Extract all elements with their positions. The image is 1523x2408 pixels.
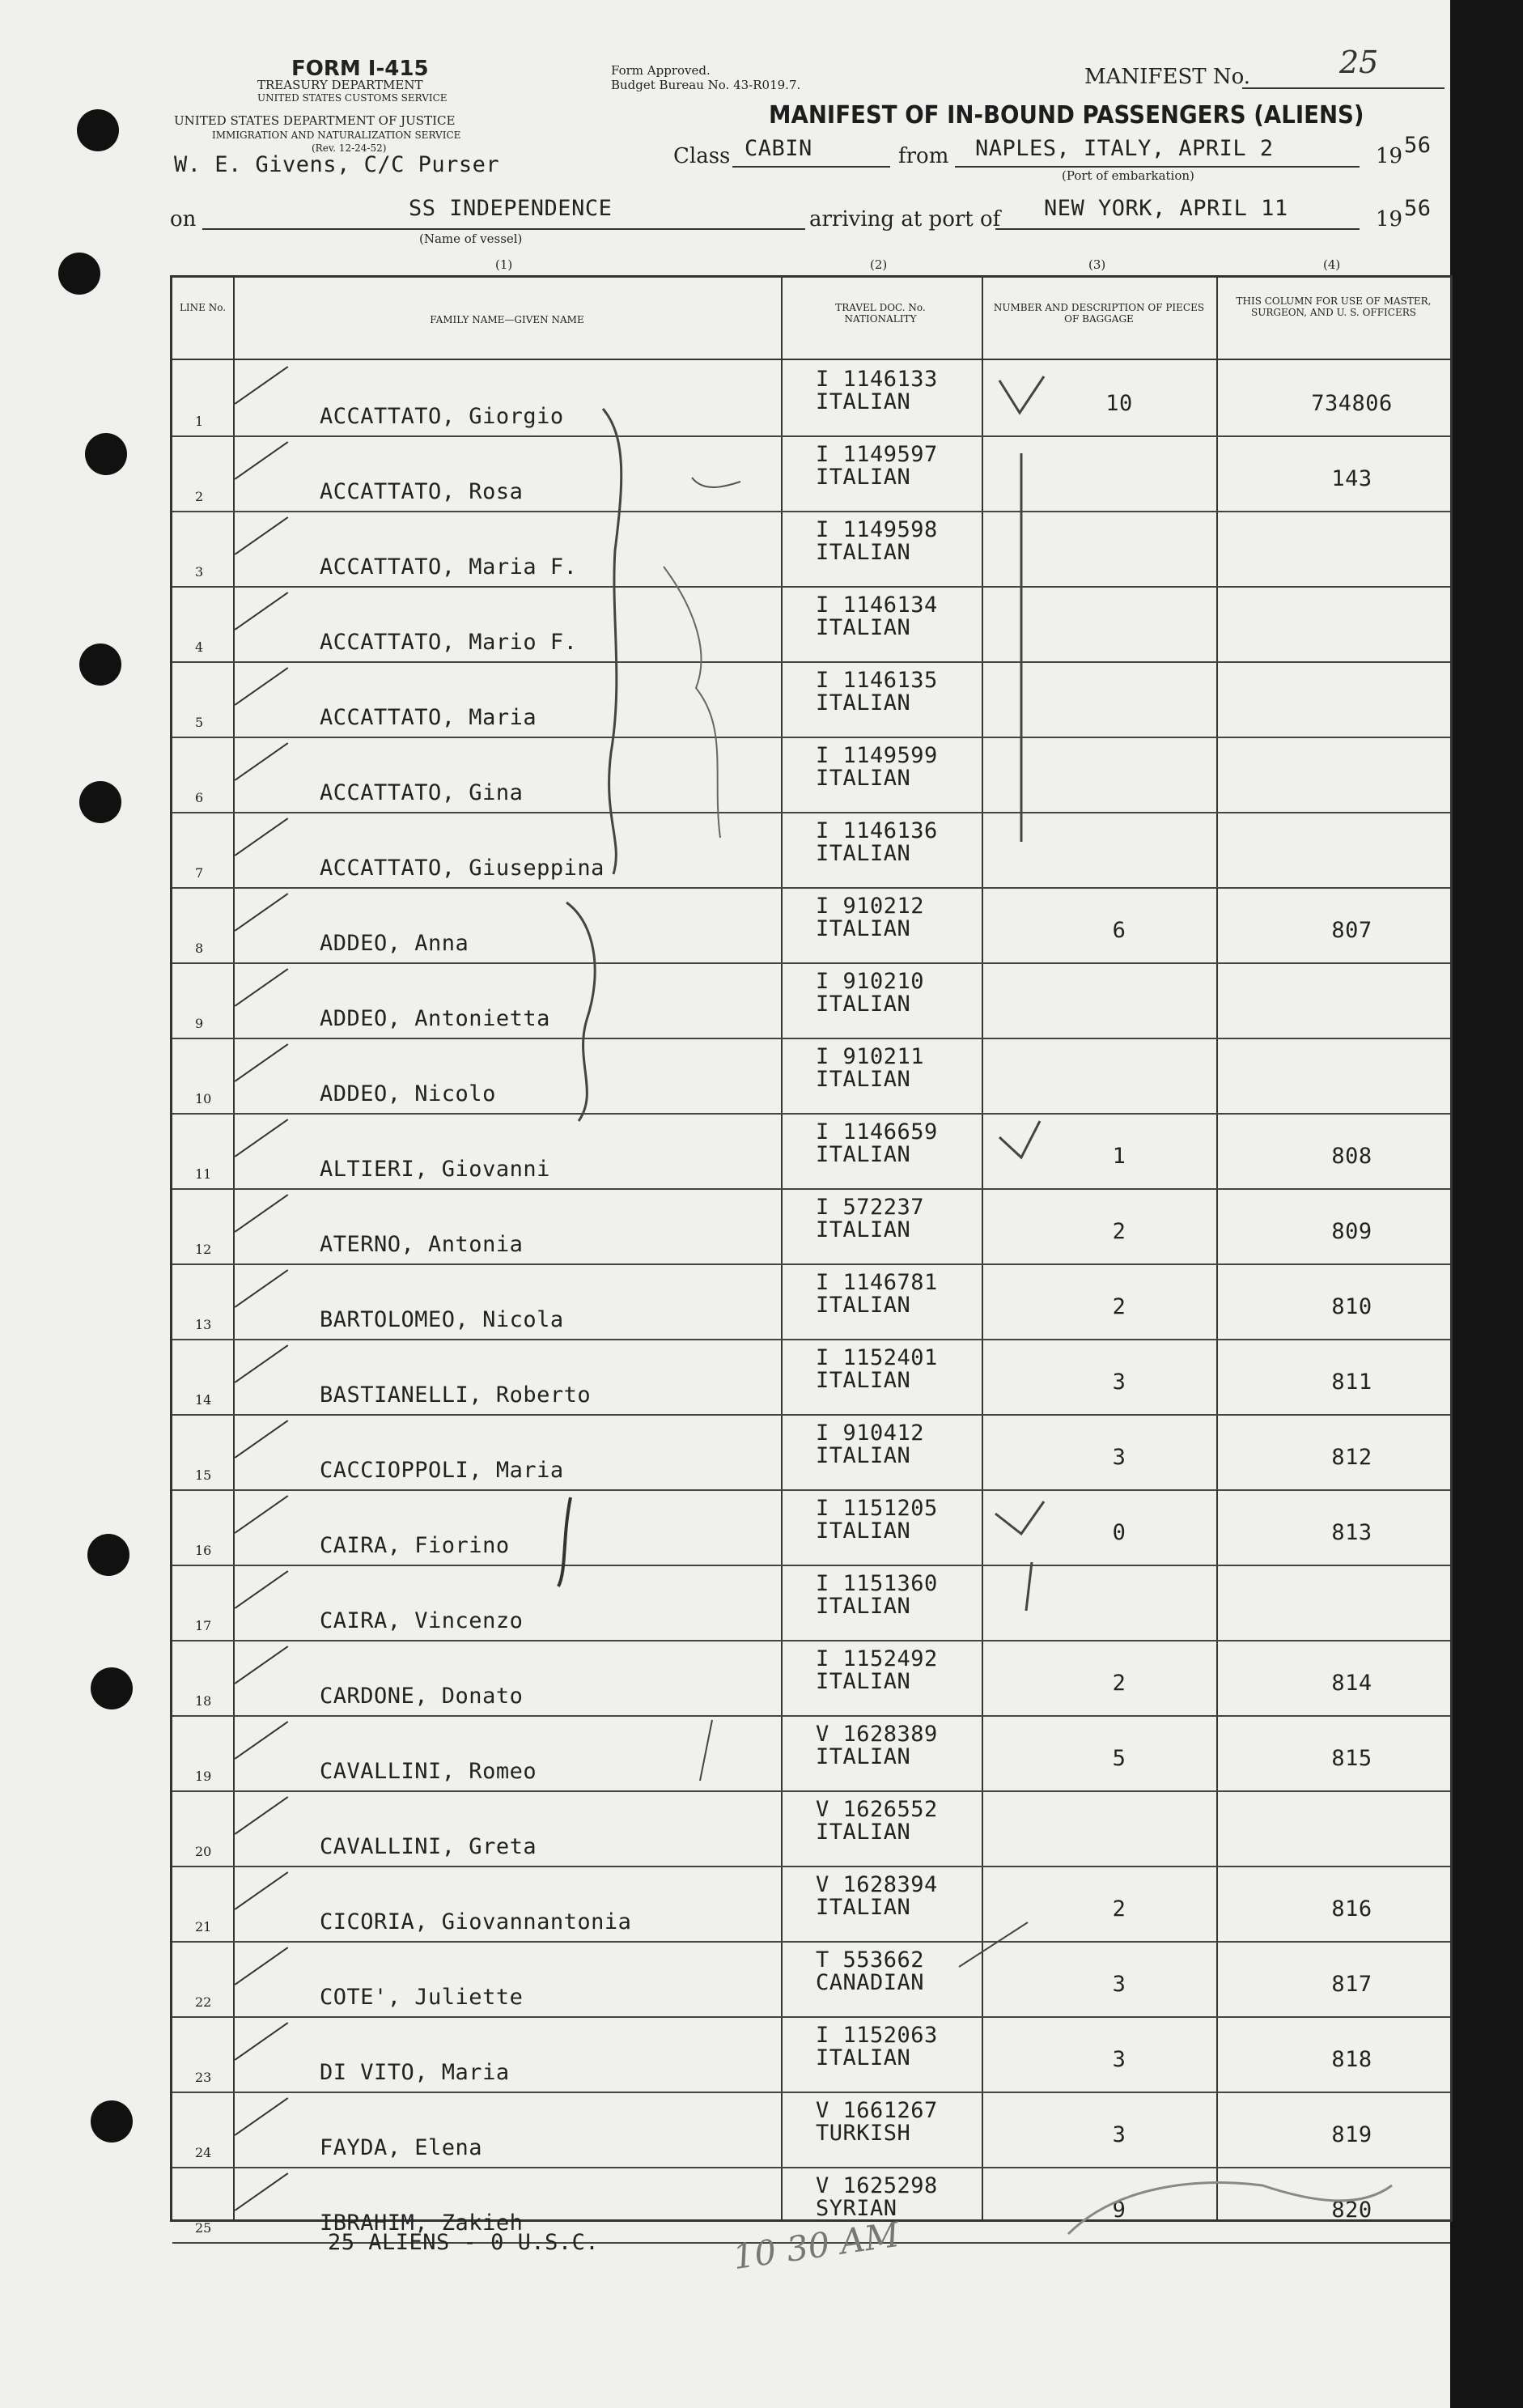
passenger-name: BARTOLOMEO, Nicola — [320, 1307, 564, 1332]
baggage-count: 0 — [1112, 1520, 1126, 1545]
doc-number: V 1626552 — [816, 1797, 938, 1822]
baggage-count: 3 — [1112, 2047, 1126, 2072]
line-number: 6 — [195, 790, 204, 805]
doc-number: I 1146781 — [816, 1270, 938, 1295]
doc-number: I 910211 — [816, 1044, 925, 1069]
passenger-name: CACCIOPPOLI, Maria — [320, 1458, 564, 1483]
arriving-label: arriving at port of — [809, 207, 1001, 231]
passenger-name: BASTIANELLI, Roberto — [320, 1382, 592, 1408]
doc-number: I 1146136 — [816, 818, 938, 843]
col-number-2: (2) — [870, 257, 888, 272]
doc-number: I 1146134 — [816, 592, 938, 618]
baggage-count: 3 — [1112, 1972, 1126, 1997]
doc-number: I 1152401 — [816, 1345, 938, 1370]
passenger-name: CAVALLINI, Romeo — [320, 1759, 537, 1784]
port-embark-caption: (Port of embarkation) — [1062, 168, 1194, 183]
baggage-count: 2 — [1112, 1294, 1126, 1319]
nationality: ITALIAN — [816, 690, 911, 716]
officer-number: 813 — [1331, 1520, 1372, 1545]
baggage-count: 2 — [1112, 1896, 1126, 1922]
header-doc: TRAVEL DOC. No. NATIONALITY — [835, 302, 926, 325]
baggage-count: 9 — [1112, 2198, 1126, 2223]
passenger-name: ADDEO, Anna — [320, 931, 469, 956]
doc-number: V 1628394 — [816, 1872, 938, 1897]
baggage-count: 3 — [1112, 1370, 1126, 1395]
passenger-name: ACCATTATO, Giuseppina — [320, 856, 605, 881]
line-number: 5 — [195, 715, 204, 730]
line-number: 2 — [195, 489, 204, 504]
nationality: ITALIAN — [816, 1368, 911, 1393]
passenger-name: ADDEO, Nicolo — [320, 1081, 496, 1106]
customs-label: UNITED STATES CUSTOMS SERVICE — [257, 92, 448, 104]
line-number: 16 — [195, 1543, 212, 1558]
doc-number: I 1149599 — [816, 743, 938, 768]
year1-prefix: 19 — [1376, 144, 1403, 168]
doc-number: I 1152492 — [816, 1646, 938, 1671]
line-number: 4 — [195, 639, 204, 655]
officer-number: 143 — [1331, 466, 1372, 491]
doc-number: I 910412 — [816, 1421, 925, 1446]
officer-number: 820 — [1331, 2198, 1372, 2223]
passenger-name: IBRAHIM, Zakieh — [320, 2211, 524, 2236]
passenger-name: FAYDA, Elena — [320, 2135, 483, 2160]
baggage-count: 6 — [1112, 918, 1126, 943]
nationality: ITALIAN — [816, 1293, 911, 1318]
nationality: ITALIAN — [816, 1443, 911, 1468]
vessel-caption: (Name of vessel) — [419, 231, 523, 246]
doc-number: I 1146659 — [816, 1119, 938, 1145]
doc-number: I 572237 — [816, 1195, 925, 1220]
baggage-count: 10 — [1105, 391, 1133, 416]
nationality: ITALIAN — [816, 992, 911, 1017]
nationality: ITALIAN — [816, 1518, 911, 1544]
officer-number: 808 — [1331, 1144, 1372, 1169]
line-number: 12 — [195, 1242, 212, 1257]
line-number: 18 — [195, 1693, 212, 1709]
col-number-4: (4) — [1323, 257, 1341, 272]
nationality: ITALIAN — [816, 1820, 911, 1845]
nationality: ITALIAN — [816, 1217, 911, 1242]
nationality: ITALIAN — [816, 1067, 911, 1092]
line-number: 8 — [195, 941, 204, 956]
doc-number: I 910210 — [816, 969, 925, 994]
budget-bureau-label: Budget Bureau No. 43-R019.7. — [611, 78, 801, 92]
manifest-no-value: 25 — [1339, 45, 1379, 80]
header-name: FAMILY NAME—GIVEN NAME — [430, 314, 584, 325]
passenger-name: ACCATTATO, Giorgio — [320, 404, 564, 429]
passenger-name: CAIRA, Fiorino — [320, 1533, 510, 1558]
baggage-count: 5 — [1112, 1746, 1126, 1771]
doc-number: V 1661267 — [816, 2098, 938, 2123]
line-number: 24 — [195, 2145, 212, 2160]
treasury-label: TREASURY DEPARTMENT — [257, 78, 423, 92]
manifest-no-label: MANIFEST No. — [1084, 65, 1251, 89]
line-number: 9 — [195, 1016, 204, 1031]
officer-number: 807 — [1331, 918, 1372, 943]
on-label: on — [170, 207, 197, 231]
officer-number: 809 — [1331, 1219, 1372, 1244]
baggage-count: 2 — [1112, 1219, 1126, 1244]
officer-number: 815 — [1331, 1746, 1372, 1771]
passenger-name: ACCATTATO, Mario F. — [320, 630, 578, 655]
passenger-name: ACCATTATO, Maria — [320, 705, 537, 730]
baggage-count: 2 — [1112, 1671, 1126, 1696]
form-number: FORM I-415 — [291, 57, 429, 81]
nationality: ITALIAN — [816, 389, 911, 414]
doc-number: I 1151205 — [816, 1496, 938, 1521]
passenger-name: ADDEO, Antonietta — [320, 1006, 550, 1031]
doc-number: I 910212 — [816, 894, 925, 919]
line-number: 15 — [195, 1467, 212, 1483]
passenger-name: CARDONE, Donato — [320, 1684, 524, 1709]
time-note: 10 30 AM — [730, 2214, 902, 2278]
purser-name: W. E. Givens, C/C Purser — [174, 152, 500, 177]
revision-label: (Rev. 12-24-52) — [312, 142, 387, 154]
form-approved-label: Form Approved. — [611, 63, 711, 78]
class-label: Class — [673, 144, 731, 168]
nationality: CANADIAN — [816, 1970, 925, 1995]
year2-value: 56 — [1404, 196, 1432, 221]
year1-value: 56 — [1404, 133, 1432, 158]
passenger-name: DI VITO, Maria — [320, 2060, 510, 2085]
nationality: ITALIAN — [816, 1744, 911, 1769]
baggage-count: 3 — [1112, 2122, 1126, 2147]
header-line-no: LINE No. — [179, 302, 227, 313]
line-number: 13 — [195, 1317, 212, 1332]
doc-number: T 553662 — [816, 1947, 925, 1973]
header-officers: THIS COLUMN FOR USE OF MASTER, SURGEON, AND U. S. OFFICERS — [1236, 295, 1432, 318]
passenger-name: ACCATTATO, Gina — [320, 780, 524, 805]
nationality: SYRIAN — [816, 2196, 897, 2221]
summary-line: 25 ALIENS - 0 U.S.C. — [328, 2230, 600, 2255]
officer-number: 810 — [1331, 1294, 1372, 1319]
baggage-count: 1 — [1112, 1144, 1126, 1169]
officer-number: 812 — [1331, 1445, 1372, 1470]
line-number: 19 — [195, 1769, 212, 1784]
passenger-name: ATERNO, Antonia — [320, 1232, 524, 1257]
line-number: 11 — [195, 1166, 212, 1182]
nationality: TURKISH — [816, 2121, 911, 2146]
line-number: 23 — [195, 2070, 212, 2085]
nationality: ITALIAN — [816, 2045, 911, 2070]
passenger-name: CICORIA, Giovannantonia — [320, 1909, 632, 1934]
line-number: 14 — [195, 1392, 212, 1408]
officer-number: 814 — [1331, 1671, 1372, 1696]
line-number: 1 — [195, 414, 204, 429]
doc-number: I 1149597 — [816, 442, 938, 467]
justice-label: UNITED STATES DEPARTMENT OF JUSTICE — [174, 113, 456, 128]
vessel-name: SS INDEPENDENCE — [409, 196, 613, 221]
doc-number: I 1146135 — [816, 668, 938, 693]
ins-label: IMMIGRATION AND NATURALIZATION SERVICE — [212, 130, 461, 141]
nationality: ITALIAN — [816, 540, 911, 565]
manifest-title: MANIFEST OF IN-BOUND PASSENGERS (ALIENS) — [769, 101, 1364, 130]
line-number: 3 — [195, 564, 204, 580]
nationality: ITALIAN — [816, 615, 911, 640]
doc-number: I 1149598 — [816, 517, 938, 542]
passenger-name: COTE', Juliette — [320, 1985, 524, 2010]
passenger-name: ACCATTATO, Maria F. — [320, 554, 578, 580]
arrival-port: NEW YORK, APRIL 11 — [1044, 196, 1288, 221]
class-value: CABIN — [745, 136, 812, 161]
officer-number: 816 — [1331, 1896, 1372, 1922]
doc-number: V 1625298 — [816, 2173, 938, 2198]
nationality: ITALIAN — [816, 916, 911, 941]
line-number: 20 — [195, 1844, 212, 1859]
col-number-1: (1) — [495, 257, 513, 272]
nationality: ITALIAN — [816, 841, 911, 866]
col-number-3: (3) — [1088, 257, 1106, 272]
doc-number: I 1152063 — [816, 2023, 938, 2048]
officer-number: 811 — [1331, 1370, 1372, 1395]
doc-number: I 1146133 — [816, 367, 938, 392]
year2-prefix: 19 — [1376, 207, 1403, 231]
baggage-count: 3 — [1112, 1445, 1126, 1470]
nationality: ITALIAN — [816, 1895, 911, 1920]
officer-number: 817 — [1331, 1972, 1372, 1997]
nationality: ITALIAN — [816, 465, 911, 490]
from-label: from — [898, 144, 949, 168]
line-number: 10 — [195, 1091, 212, 1106]
line-number: 22 — [195, 1994, 212, 2010]
passenger-name: ACCATTATO, Rosa — [320, 479, 524, 504]
nationality: ITALIAN — [816, 1142, 911, 1167]
line-number: 21 — [195, 1919, 212, 1934]
doc-number: I 1151360 — [816, 1571, 938, 1596]
officer-number: 819 — [1331, 2122, 1372, 2147]
nationality: ITALIAN — [816, 1594, 911, 1619]
doc-number: V 1628389 — [816, 1722, 938, 1747]
line-number: 25 — [195, 2220, 212, 2236]
header-baggage: NUMBER AND DESCRIPTION OF PIECES OF BAGGAGE — [993, 302, 1205, 325]
passenger-name: ALTIERI, Giovanni — [320, 1157, 550, 1182]
passenger-name: CAIRA, Vincenzo — [320, 1608, 524, 1633]
nationality: ITALIAN — [816, 1669, 911, 1694]
passenger-name: CAVALLINI, Greta — [320, 1834, 537, 1859]
line-number: 17 — [195, 1618, 212, 1633]
from-value: NAPLES, ITALY, APRIL 2 — [975, 136, 1274, 161]
nationality: ITALIAN — [816, 766, 911, 791]
officer-number: 734806 — [1311, 391, 1393, 416]
line-number: 7 — [195, 865, 204, 881]
officer-number: 818 — [1331, 2047, 1372, 2072]
